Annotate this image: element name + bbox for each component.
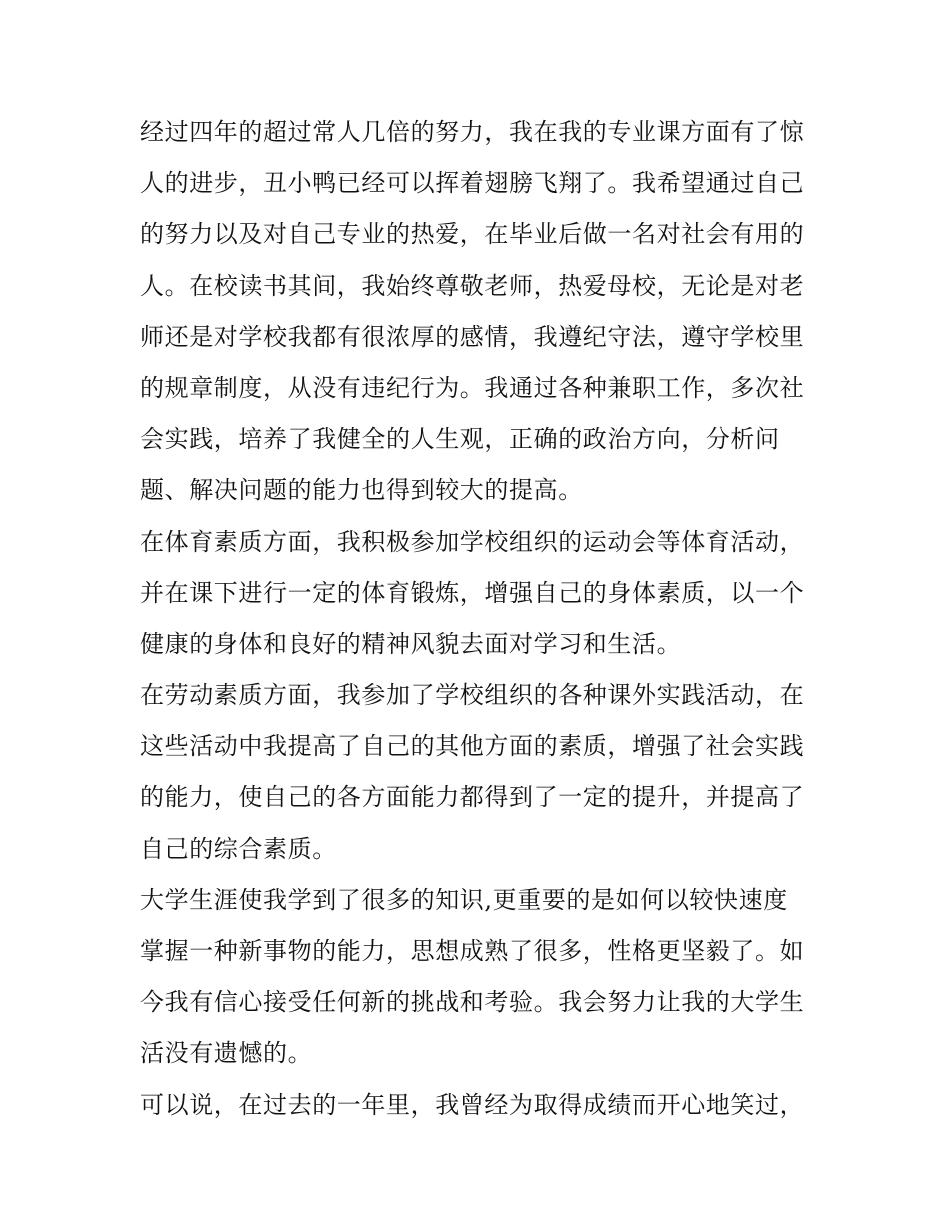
- text-line: 在劳动素质方面，我参加了学校组织的各种课外实践活动，在: [140, 681, 805, 710]
- text-line: 的努力以及对自己专业的热爱，在毕业后做一名对社会有用的: [140, 220, 805, 249]
- text-line: 并在课下进行一定的体育锻炼，增强自己的身体素质，以一个: [140, 578, 805, 607]
- text-line: 活没有遗憾的。: [140, 1039, 313, 1068]
- text-line: 大学生涯使我学到了很多的知识,更重要的是如何以较快速度: [140, 885, 788, 914]
- text-line: 会实践，培养了我健全的人生观，正确的政治方向，分析问: [140, 425, 780, 454]
- text-line: 掌握一种新事物的能力，思想成熟了很多，性格更坚毅了。如: [140, 937, 805, 965]
- text-line: 健康的身体和良好的精神风貌去面对学习和生活。: [140, 629, 682, 658]
- document-body: [140, 107, 820, 1131]
- text-line: 今我有信心接受任何新的挑战和考验。我会努力让我的大学生: [140, 988, 805, 1017]
- text-line: 人。在校读书其间，我始终尊敬老师，热爱母校，无论是对老: [140, 271, 805, 300]
- text-line: 在体育素质方面，我积极参加学校组织的运动会等体育活动，: [140, 527, 805, 556]
- text-line: 人的进步，丑小鸭已经可以挥着翅膀飞翔了。我希望通过自己: [140, 169, 805, 198]
- text-line: 师还是对学校我都有很浓厚的感情，我遵纪守法，遵守学校里: [140, 322, 805, 351]
- text-line: 自己的综合素质。: [140, 834, 337, 863]
- text-line: 题、解决问题的能力也得到较大的提高。: [140, 476, 583, 505]
- text-line: 这些活动中我提高了自己的其他方面的素质，增强了社会实践: [140, 732, 805, 761]
- text-line: 可以说，在过去的一年里，我曾经为取得成绩而开心地笑过，: [140, 1090, 805, 1119]
- text-line: 的规章制度，从没有违纪行为。我通过各种兼职工作，多次社: [140, 373, 805, 402]
- text-line: 经过四年的超过常人几倍的努力，我在我的专业课方面有了惊: [140, 118, 805, 146]
- text-line: 的能力，使自己的各方面能力都得到了一定的提升，并提高了: [140, 783, 805, 812]
